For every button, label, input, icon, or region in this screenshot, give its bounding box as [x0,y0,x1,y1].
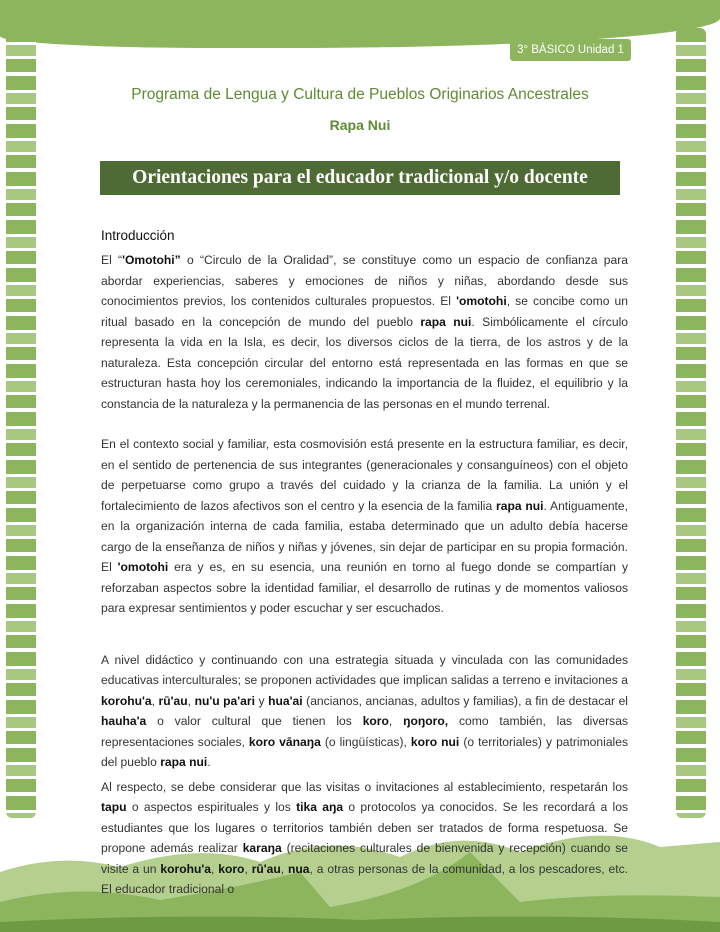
body-content [101,0,628,904]
rapa-nui-term: 'omotohi [456,294,507,308]
paragraph-1 [101,250,628,414]
rapa-nui-term: hua'ai [268,693,303,708]
text-segment: , [210,861,219,876]
text-segment: , se concibe como un ritual basado en la concepción de mundo del pueblo [101,294,628,329]
rapa-nui-term: hauha'a [101,714,147,728]
left-decorative-border [6,28,36,818]
rapa-nui-term: tapu [101,800,127,814]
rapa-nui-term: 'Omotohi” [122,253,181,267]
rapa-nui-term: rapa nui [160,755,208,769]
rapa-nui-term: tika aŋa [296,800,344,814]
text-segment: , [280,861,289,876]
people-subtitle: Rapa Nui [329,117,391,133]
text-segment: (o lingüísticas), [320,734,411,749]
rapa-nui-term: korohu'a [101,693,152,708]
text-segment: o protocolos ya conocidos. Se les recordará a los estudiantes que los lugares o territorios también deben ser tratados de forma respetuosa. Se propone además realizar [101,800,629,855]
rapa-nui-term: nu'u pa'ari [194,693,255,708]
text-segment: como también, las diversas representaciones sociales, [101,714,628,749]
text-segment: En el contexto social y familiar, esta cosmovisión está presente en la estructura familiar, es decir, en el sentido de pertenencia de sus integrantes (generacionales y consanguíneos) con el objeto de perpetuarse como grupo a través del cuidado y la crianza de la familia. La unión y el fortalecimiento de lazos afectivos son el centro y la esencia de la familia [101,437,628,513]
text-segment: , [187,693,195,708]
text-segment: , [151,693,159,708]
text-segment: era y es, en su esencia, una reunión en torno al fuego donde se compartían y reforzaban aspectos sobre la identidad familiar, el desarrollo de rutinas y de momentos valiosos para expresar sentimientos y poder escuchar y ser escuchados. [101,560,628,615]
paragraph-3 [101,650,628,773]
text-segment: y [254,693,269,708]
right-decorative-border [676,28,706,818]
text-segment: o “Circulo de la Oralidad”, se constituye como un espacio de confianza para abordar experiencias, saberes y emociones de niños y niñas, abordando desde sus conocimientos previos, los contenidos culturales propuestos. El [101,253,628,308]
program-title: Programa de Lengua y Cultura de Pueblos Originarios Ancestrales [131,86,589,103]
rapa-nui-term: koro nui [410,734,460,749]
text-segment: . [207,755,211,769]
text-segment: El “ [101,253,123,267]
rapa-nui-term: ŋoŋoro, [403,714,449,728]
rapa-nui-term: koro [362,714,389,728]
rapa-nui-term: rapa nui [496,498,544,513]
text-segment: (ancianos, ancianas, adultos y familias), a fin de destacar el [302,693,628,708]
text-segment: A nivel didáctico y continuando con una estrategia situada y vinculada con las comunidades educativas interculturales; se proponen actividades que implican salidas a terreno e invitaciones a [101,652,628,687]
rapa-nui-term: rū'au [251,861,281,876]
rapa-nui-term: koro vānaŋa [248,734,321,749]
text-segment: (recitaciones culturales de bienvenida y recepción) cuando se visite a un [101,841,628,876]
text-segment: , [388,714,404,728]
paragraph-4 [101,777,628,900]
paragraph-2 [101,434,628,619]
rapa-nui-term: koro [218,861,245,876]
text-segment: . Simbólicamente el círculo representa la vida en la Isla, es decir, los diversos ciclos de la tierra, de los astros y de la naturaleza. Esta concepción circular del entorno está representada en las formas en que se estructuran hasta hoy los ceremoniales, indicando la importancia de la fluidez, el equilibrio y la constancia de la naturaleza y la permanencia de las personas en el mundo terrenal. [101,314,628,411]
text-segment: o valor cultural que tienen los [146,714,363,728]
rapa-nui-term: rū'au [158,693,188,708]
rapa-nui-term: karaŋa [242,841,282,855]
text-segment: (o territoriales) y patrimoniales del pueblo [101,734,629,769]
section-banner: Orientaciones para el educador tradicional y/o docente [100,161,620,195]
section-heading: Introducción [101,228,175,243]
text-segment: o aspectos espirituales y los [126,800,297,814]
grade-unit-badge: 3° BÁSICO Unidad 1 [510,39,631,61]
text-segment: . Antiguamente, en la organización interna de cada familia, estaba determinado que un adulto debía hacerse cargo de la enseñanza de niños y niñas y jóvenes, sin dejar de participar en su propia formación. El [101,498,629,574]
text-segment: , a otras personas de la comunidad, a los pescadores, etc. El educador tradicional o [101,861,628,896]
rapa-nui-term: rapa nui [420,314,472,329]
rapa-nui-term: nua [288,861,310,876]
rapa-nui-term: korohu'a [160,861,211,876]
rapa-nui-term: 'omotohi [117,560,169,574]
text-segment: Al respecto, se debe considerar que las visitas o invitaciones al establecimiento, respetarán los [101,779,628,794]
text-segment: , [244,861,252,876]
